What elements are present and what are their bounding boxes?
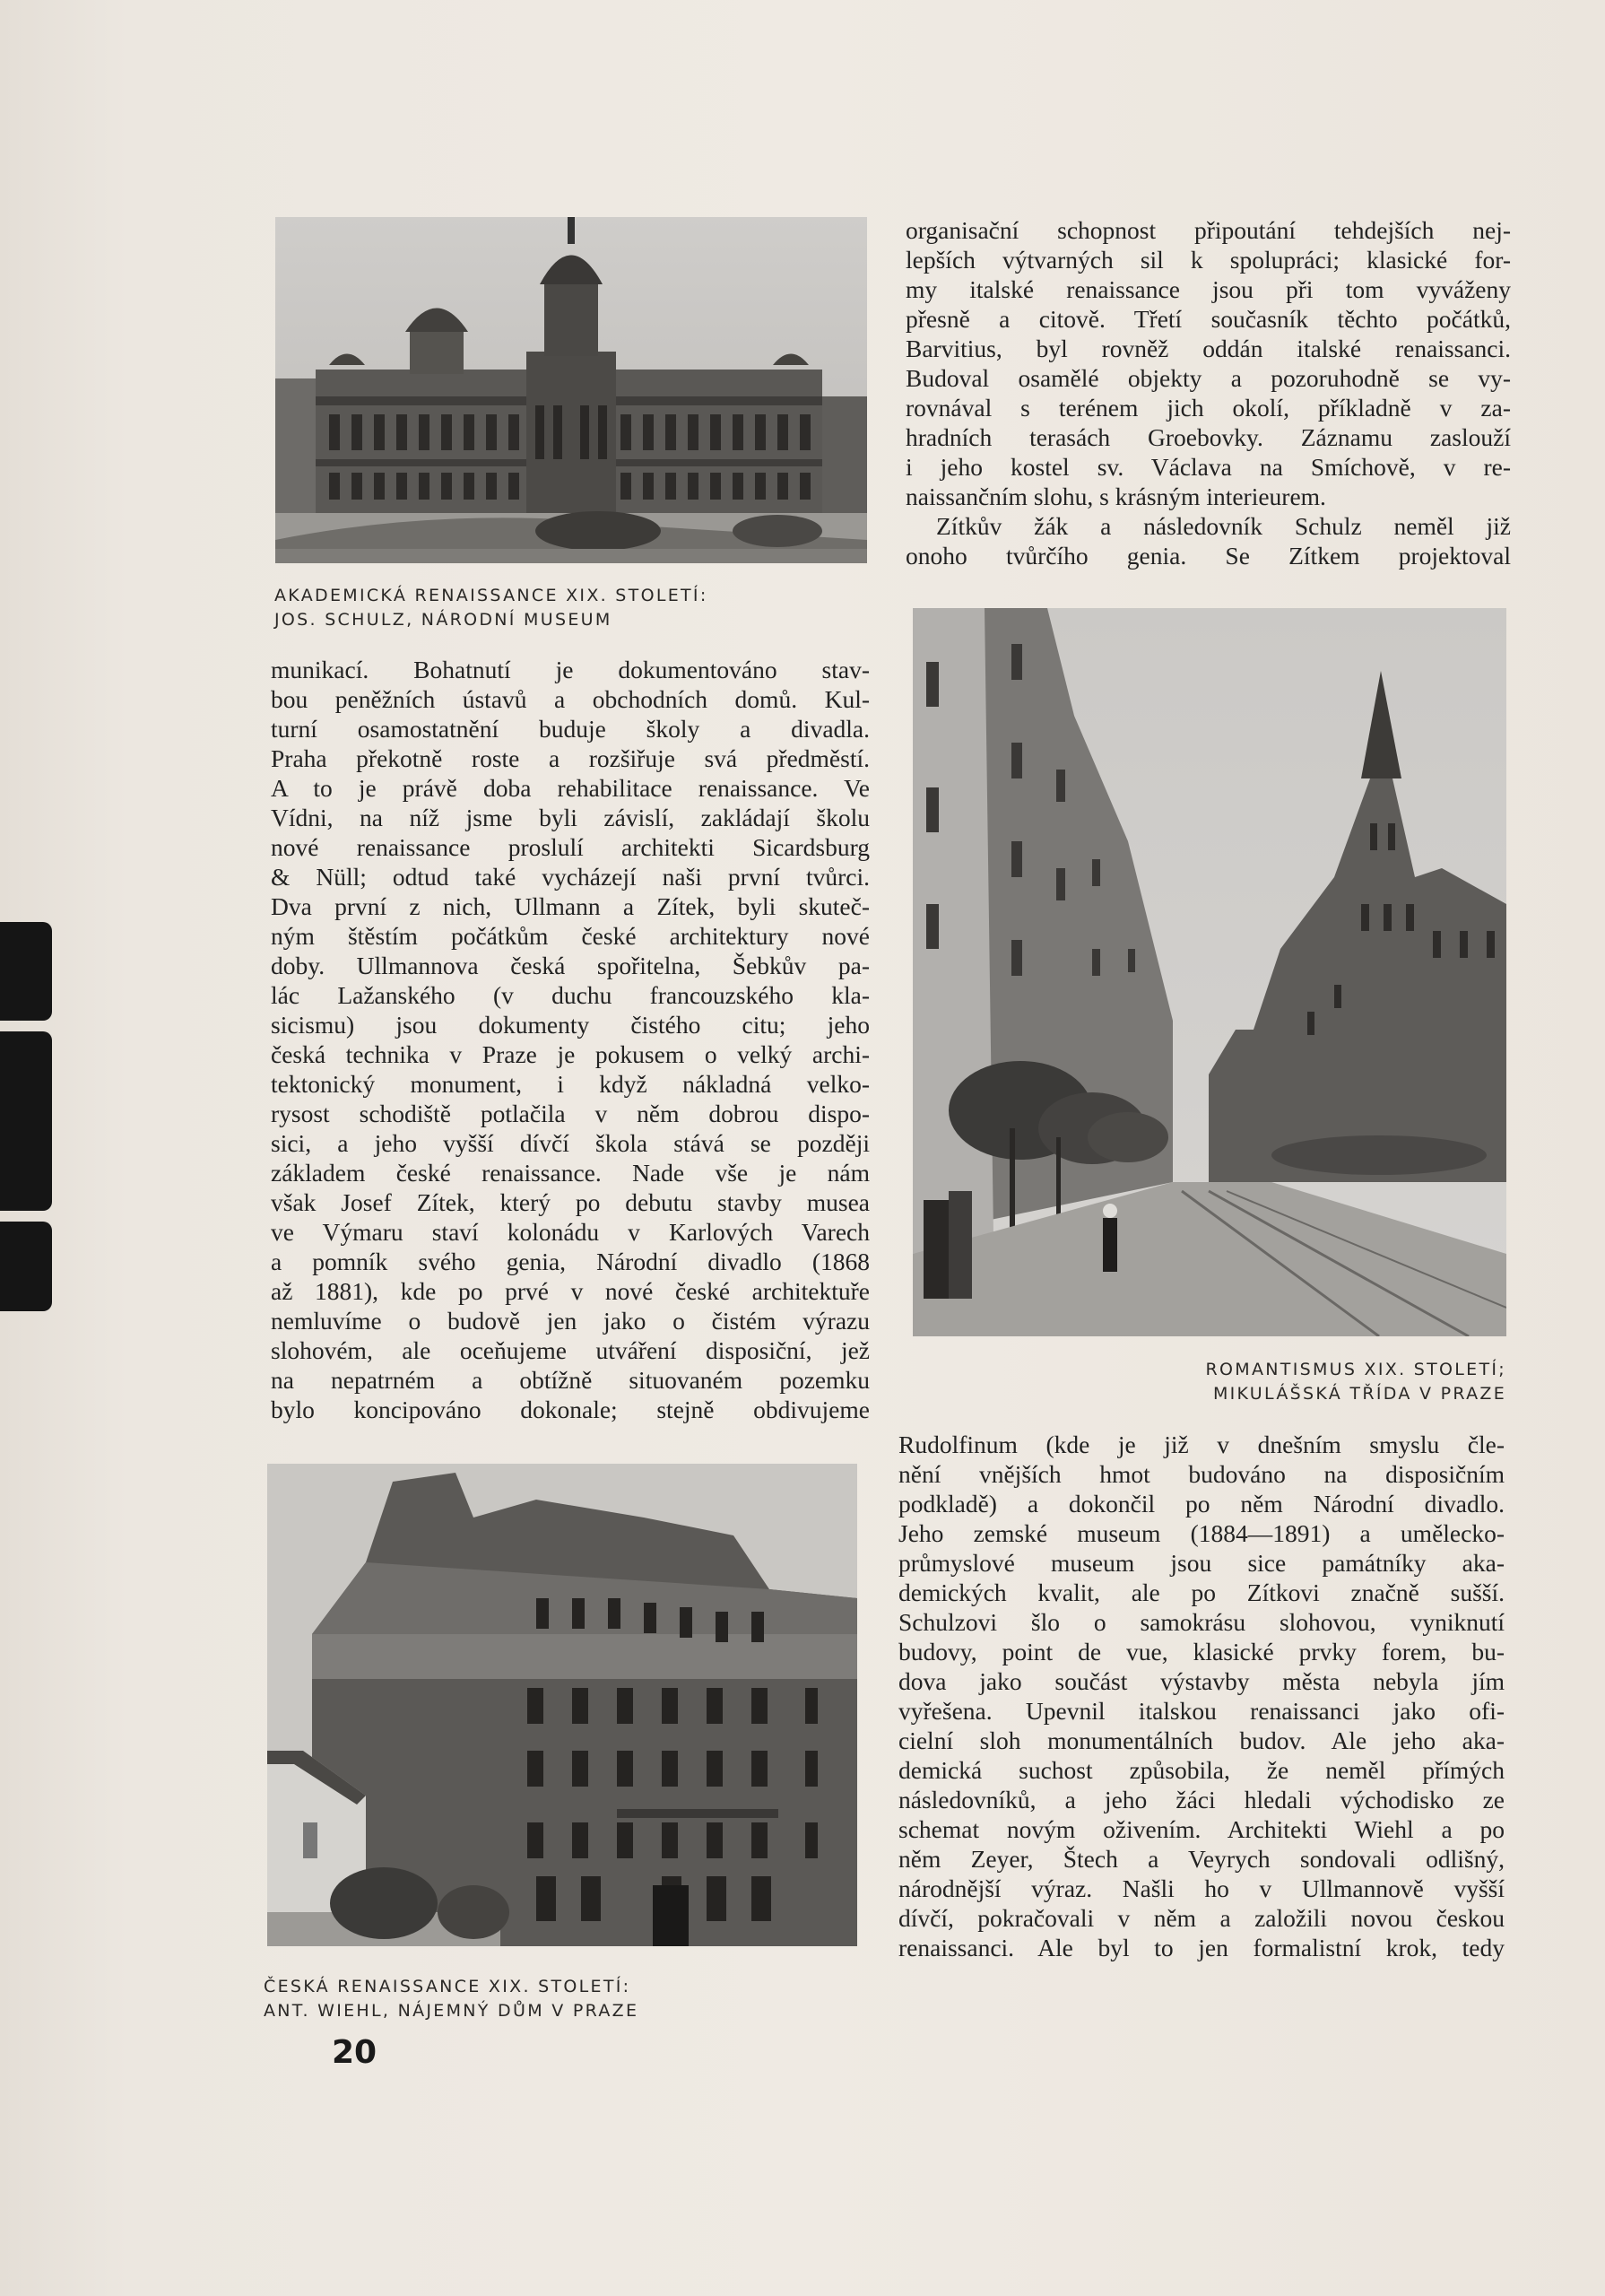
text-line: nemluvíme o budově jen jako o čistém výrazu (271, 1307, 870, 1335)
text-line: sicismu) jsou dokumenty čistého citu; jeho (271, 1011, 870, 1039)
photo-wiehl-house (267, 1464, 857, 1946)
text-line: rysost schodiště potlačila v něm dobrou dispo- (271, 1100, 870, 1127)
text-line: něm Zeyer, Štech a Veyrych sondovali odlišný, (898, 1845, 1505, 1873)
caption-mikulasska-street (1058, 1358, 1506, 1406)
street-photo-icon (913, 608, 1506, 1336)
text-line: my italské renaissance jsou při tom vyváženy (906, 275, 1511, 303)
text-line: A to je právě doba rehabilitace renaissance. Ve (271, 774, 870, 802)
text-line: následovníků, a jeho žáci hledali východisko ze (898, 1786, 1505, 1813)
photo-national-museum (275, 217, 867, 563)
building-photo-icon (267, 1464, 857, 1946)
text-line: až 1881), kde po prvé v nové české architektuře (271, 1277, 870, 1305)
caption-wiehl-house (264, 1975, 638, 2023)
caption-line: JOS. SCHULZ, NÁRODNÍ MUSEUM (274, 610, 612, 630)
text-line: bou peněžních ústavů a obchodních domů. Kul- (271, 685, 870, 713)
text-line: národnější výraz. Našli ho v Ullmannově vyšší (898, 1874, 1505, 1902)
text-line: Barvitius, byl rovněž oddán italské renaissanci. (906, 335, 1511, 362)
text-line: ným štěstím počátkům české architektury nové (271, 922, 870, 950)
text-line: budovy, point de vue, klasické prvky forem, bu- (898, 1638, 1505, 1665)
text-line: demických kvalit, ale po Zítkovi značně sušší. (898, 1578, 1505, 1606)
page-number: 20 (332, 2034, 377, 2071)
text-line: dívčí, pokračovali v něm a založili novou českou (898, 1904, 1505, 1932)
text-line: Zítkův žák a následovník Schulz neměl již (936, 512, 1511, 540)
text-line: renaissanci. Ale byl to jen formalistní krok, tedy (898, 1934, 1505, 1961)
text-line: sici, a jeho vyšší dívčí škola stává se později (271, 1129, 870, 1157)
text-line: & Nüll; odtud také vycházejí naši první tvůrci. (271, 863, 870, 891)
text-line: rovnával s terénem jich okolí, příkladně v za- (906, 394, 1511, 422)
text-line: schemat novým oživením. Architekti Wiehl a po (898, 1815, 1505, 1843)
text-line: turní osamostatnění buduje školy a divadla. (271, 715, 870, 743)
text-line: lác Lažanského (v duchu francouzského kla- (271, 981, 870, 1009)
binder-clip (0, 922, 52, 1021)
text-line: organisační schopnost připoutání tehdejších nej- (906, 216, 1511, 244)
text-line: hradních terasách Groebovky. Záznamu zaslouží (906, 423, 1511, 451)
text-line: tektonický monument, i když nákladná velko- (271, 1070, 870, 1098)
text-line: Vídni, na níž jsme byli závislí, zakládají školu (271, 804, 870, 831)
text-line: onoho tvůrčího genia. Se Zítkem projektoval (906, 542, 1511, 570)
text-line: munikací. Bohatnutí je dokumentováno stav- (271, 656, 870, 683)
text-column-left (271, 655, 870, 1424)
binder-clip (0, 1031, 52, 1211)
text-line: Dva první z nich, Ullmann a Zítek, byli skuteč- (271, 892, 870, 920)
text-line: doby. Ullmannova česká spořitelna, Šebkův pa- (271, 952, 870, 979)
text-line: i jeho kostel sv. Václava na Smíchově, v re- (906, 453, 1511, 481)
photo-mikulasska-street (913, 608, 1506, 1336)
caption-line: ROMANTISMUS XIX. STOLETÍ; (1205, 1360, 1506, 1379)
caption-line: MIKULÁŠSKÁ TŘÍDA V PRAZE (1212, 1384, 1506, 1404)
text-line: slohovém, ale oceňujeme utváření disposiční, jež (271, 1336, 870, 1364)
caption-national-museum (274, 584, 708, 632)
building-photo-icon (275, 217, 867, 563)
text-line: Jeho zemské museum (1884—1891) a umělecko- (898, 1519, 1505, 1547)
text-line: Rudolfinum (kde je již v dnešním smyslu čle- (898, 1431, 1505, 1458)
text-line: česká technika v Praze je pokusem o velký archi- (271, 1040, 870, 1068)
text-line: nové renaissance proslulí architekti Sicardsburg (271, 833, 870, 861)
binder-clip (0, 1222, 52, 1311)
text-line: naissančním slohu, s krásným interieurem. (906, 483, 1326, 510)
caption-line: ANT. WIEHL, NÁJEMNÝ DŮM V PRAZE (264, 2001, 639, 2021)
caption-line: AKADEMICKÁ RENAISSANCE XIX. STOLETÍ: (274, 586, 708, 605)
text-column-top-right (906, 215, 1511, 570)
text-line: přesně a citově. Třetí současník těchto počátků, (906, 305, 1511, 333)
text-line: na nepatrném a obtížně situovaném pozemku (271, 1366, 870, 1394)
text-line: demická suchost způsobila, že neměl přímých (898, 1756, 1505, 1784)
text-line: však Josef Zítek, který po debutu stavby musea (271, 1188, 870, 1216)
text-line: a pomník svého genia, Národní divadlo (1868 (271, 1248, 870, 1275)
text-line: dova jako součást výstavby města nebyla jím (898, 1667, 1505, 1695)
text-column-bottom-right (898, 1430, 1505, 1962)
text-line: lepších výtvarných sil k spolupráci; klasické for- (906, 246, 1511, 274)
text-line: základem české renaissance. Nade vše je nám (271, 1159, 870, 1187)
text-line: cielní sloh monumentálních budov. Ale jeho aka- (898, 1726, 1505, 1754)
text-line: Budoval osamělé objekty a pozoruhodně se vy- (906, 364, 1511, 392)
text-line: vyřešena. Upevnil italskou renaissanci jako ofi- (898, 1697, 1505, 1725)
caption-line: ČESKÁ RENAISSANCE XIX. STOLETÍ: (264, 1977, 631, 1996)
text-line: nění vnějších hmot budováno na disposičním (898, 1460, 1505, 1488)
text-line: Schulzovi šlo o samokrásu slohovou, vyniknutí (898, 1608, 1505, 1636)
text-line: průmyslové museum jsou sice památníky aka- (898, 1549, 1505, 1577)
text-line: ve Výmaru staví kolonádu v Karlových Varech (271, 1218, 870, 1246)
text-line: podkladě) a dokončil po něm Národní divadlo. (898, 1490, 1505, 1518)
text-line: Praha překotně roste a rozšiřuje svá předměstí. (271, 744, 870, 772)
text-line: bylo koncipováno dokonale; stejně obdivujeme (271, 1396, 870, 1423)
